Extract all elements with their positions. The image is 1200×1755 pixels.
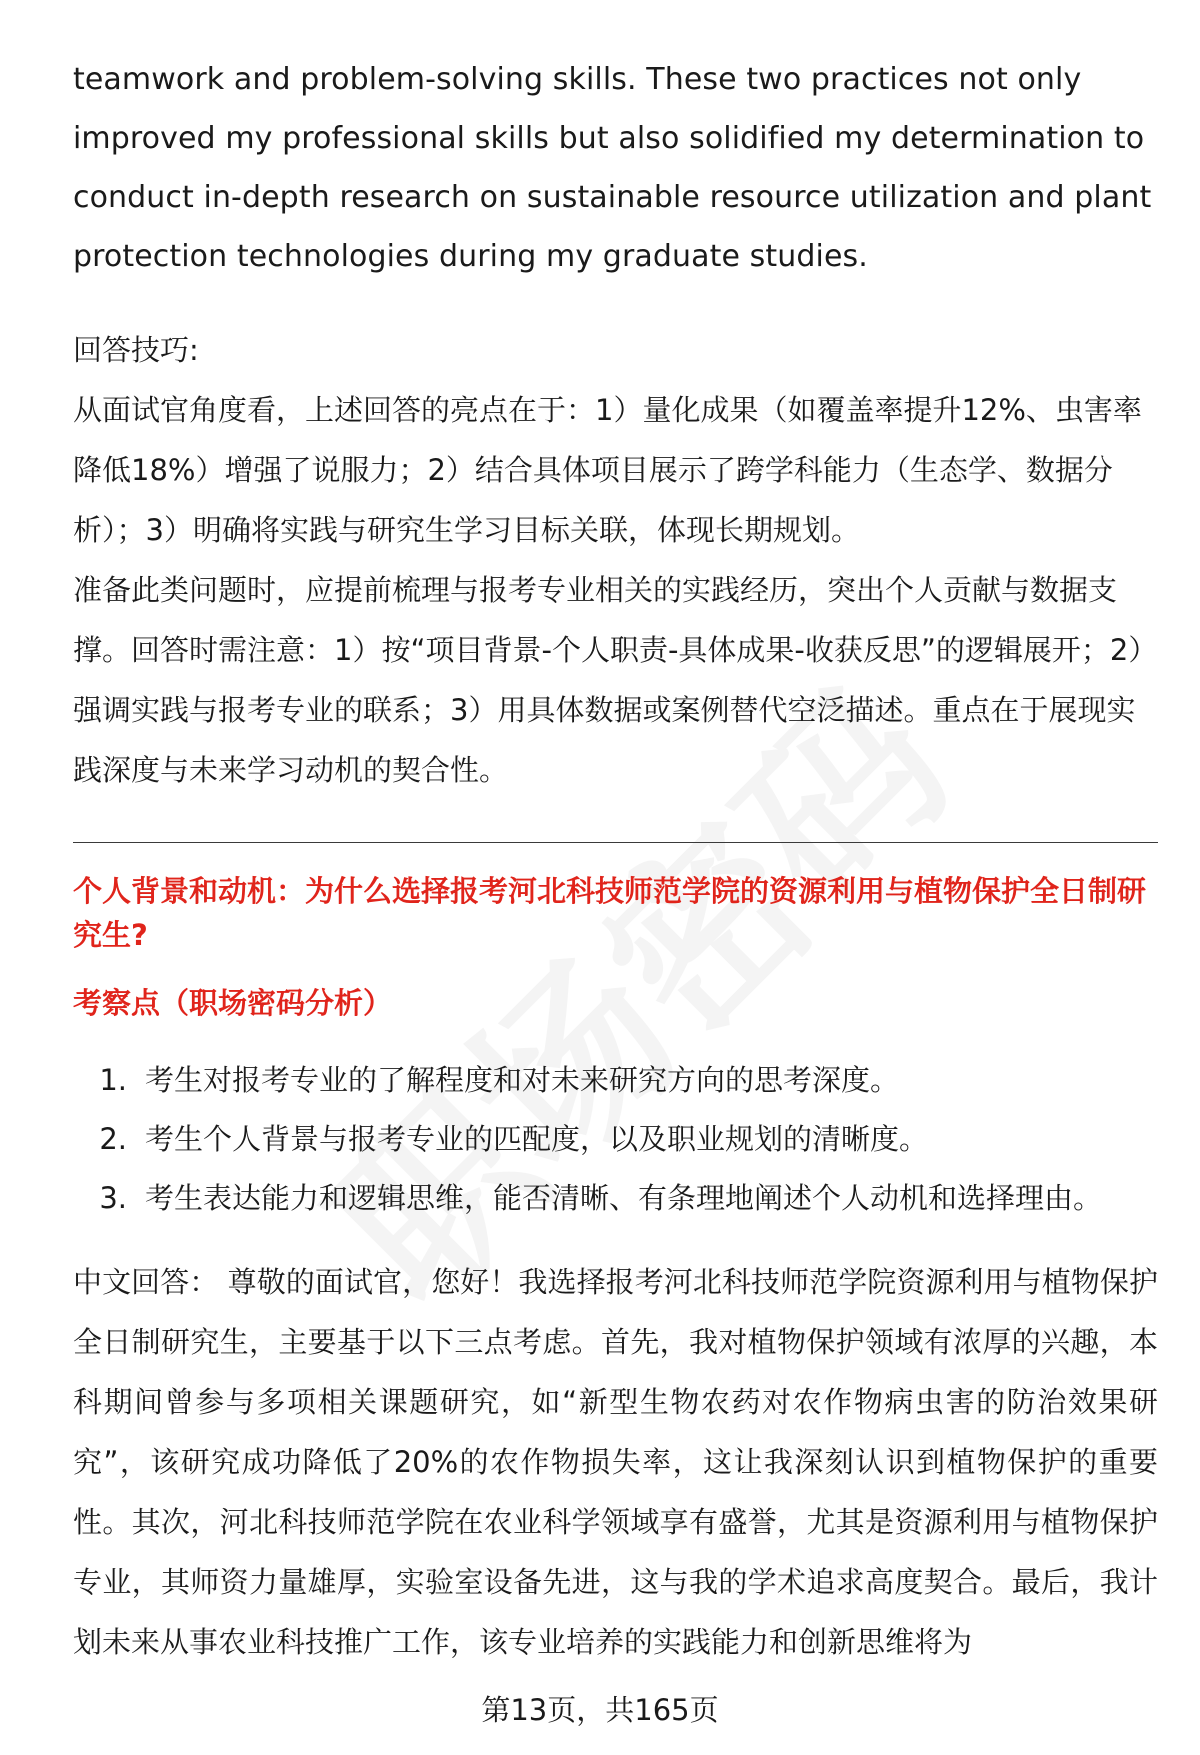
assessment-subheading: 考察点（职场密码分析） (73, 986, 393, 1020)
section-divider (73, 842, 1158, 843)
list-item-text: 考生个人背景与报考专业的匹配度，以及职业规划的清晰度。 (145, 1122, 929, 1156)
list-item-number: 1. (99, 1063, 127, 1097)
list-item-number: 3. (99, 1181, 127, 1215)
list-item-text: 考生表达能力和逻辑思维，能否清晰、有条理地阐述个人动机和选择理由。 (145, 1181, 1103, 1215)
list-item (73, 1110, 1158, 1169)
assessment-points-list (73, 1051, 1158, 1228)
tips-paragraph-1: 从面试官角度看，上述回答的亮点在于：1）量化成果（如覆盖率提升12%、虫害率降低18%）增强了说服力；2）结合具体项目展示了跨学科能力（生态学、数据分析）；3）明确将实践与研究生学习目标关联，体现长期规划。 (73, 393, 1142, 547)
chinese-answer-paragraph: 中文回答： 尊敬的面试官，您好！我选择报考河北科技师范学院资源利用与植物保护全日制研究生，主要基于以下三点考虑。首先，我对植物保护领域有浓厚的兴趣，本科期间曾参与多项相关课题研究，如“新型生物农药对农作物病虫害的防治效果研究”，该研究成功降低了20%的农作物损失率，这让我深刻认识到植物保护的重要性。其次，河北科技师范学院在农业科学领域享有盛誉，尤其是资源利用与植物保护专业，其师资力量雄厚，实验室设备先进，这与我的学术追求高度契合。最后，我计划未来从事农业科技推广工作，该专业培养的实践能力和创新思维将为 (73, 1265, 1158, 1659)
list-item-text: 考生对报考专业的了解程度和对未来研究方向的思考深度。 (145, 1063, 900, 1097)
document-page (73, 50, 1158, 1701)
tips-title: 回答技巧: (73, 333, 199, 367)
list-item (73, 1051, 1158, 1110)
tips-paragraph-2: 准备此类问题时，应提前梳理与报考专业相关的实践经历，突出个人贡献与数据支撑。回答时需注意：1）按“项目背景-个人职责-具体成果-收获反思”的逻辑展开；2）强调实践与报考专业的联系；3）用具体数据或案例替代空泛描述。重点在于展现实践深度与未来学习动机的契合性。 (73, 573, 1158, 787)
intro-english-paragraph: teamwork and problem-solving skills. These two practices not only improved my professional skills but also solidified my determination to conduct in-depth research on sustainable resource utilization and plant protection technologies during my graduate studies. (73, 62, 1152, 274)
list-item (73, 1169, 1158, 1228)
question-heading: 个人背景和动机：为什么选择报考河北科技师范学院的资源利用与植物保护全日制研究生? (73, 874, 1147, 952)
list-item-number: 2. (99, 1122, 127, 1156)
page-number-footer: 第13页，共165页 (481, 1693, 719, 1727)
